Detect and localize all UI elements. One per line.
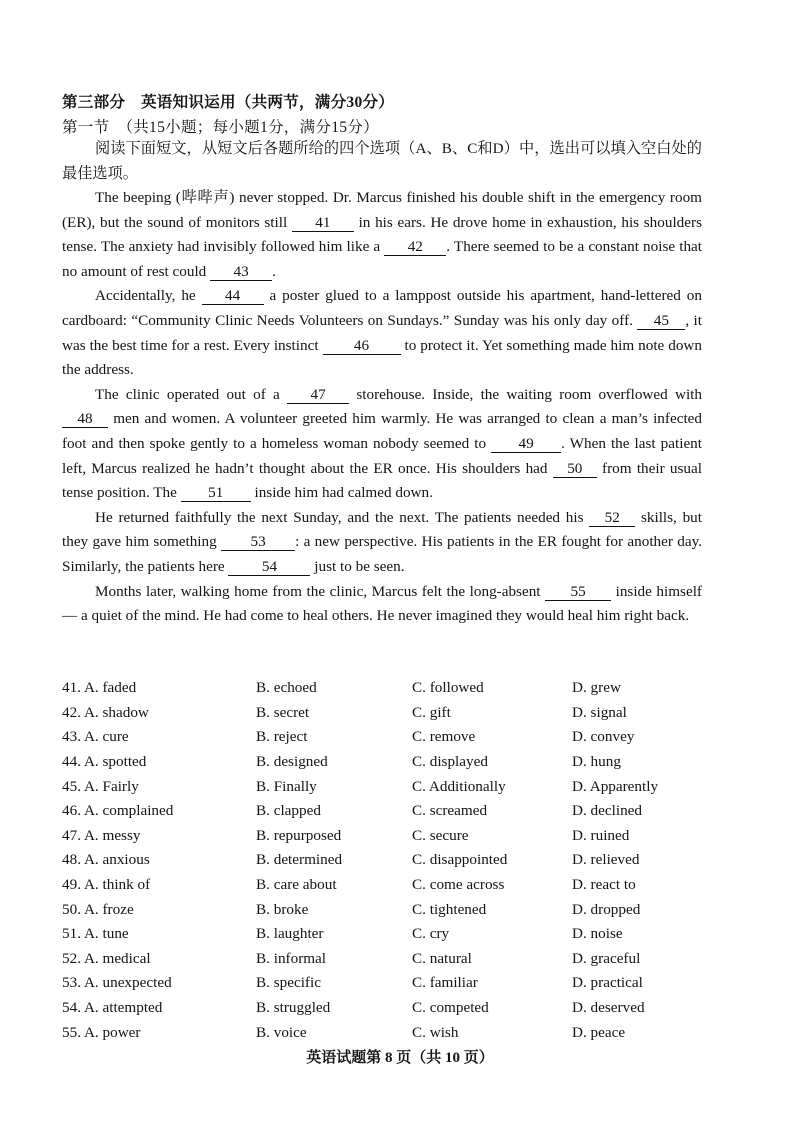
subsection-title: 第一节 （共15小题；每小题1分，满分15分）: [62, 119, 379, 136]
option-43-b: B. reject: [256, 728, 308, 746]
option-47-d: D. ruined: [572, 826, 630, 844]
option-43-a: 43. A. cure: [62, 728, 129, 746]
option-52-d: D. graceful: [572, 949, 641, 967]
option-55-c: C. wish: [412, 1023, 459, 1041]
option-48-a: 48. A. anxious: [62, 851, 150, 869]
option-52-c: C. natural: [412, 949, 472, 967]
option-49-d: D. react to: [572, 876, 636, 894]
option-48-b: B. determined: [256, 851, 343, 869]
option-43-d: D. convey: [572, 728, 635, 746]
blank-55: 55: [545, 584, 611, 601]
option-55-b: B. voice: [256, 1023, 307, 1041]
option-43-c: C. remove: [412, 728, 476, 746]
blank-45: 45: [637, 313, 685, 330]
blank-53: 53: [221, 534, 295, 551]
option-row-55: [62, 1020, 722, 1045]
option-49-a: 49. A. think of: [62, 876, 151, 894]
instructions: 阅读下面短文，从短文后各题所给的四个选项（A、B、C和D）中，选出可以填入空白处的最佳选项。: [62, 140, 702, 182]
option-46-d: D. declined: [572, 802, 643, 820]
option-row-51: [62, 922, 722, 947]
blank-43: 43: [210, 264, 272, 281]
option-42-b: B. secret: [256, 703, 310, 721]
option-44-c: C. displayed: [412, 753, 488, 771]
passage-paragraph-4: He returned faithfully the next Sunday, and the next. The patients needed his 52 skills, but they gave him something 53 : a new perspective. His patients in the ER fought for another day. Similarly, the patients here 54 just to be seen.: [62, 508, 702, 575]
option-46-c: C. screamed: [412, 802, 488, 820]
cloze-passage: [62, 186, 702, 629]
option-41-d: D. grew: [572, 679, 621, 697]
option-54-c: C. competed: [412, 999, 489, 1017]
option-50-b: B. broke: [256, 900, 309, 918]
option-row-49: [62, 873, 722, 898]
blank-51: 51: [181, 485, 251, 502]
option-54-d: D. deserved: [572, 999, 645, 1017]
option-52-a: 52. A. medical: [62, 949, 151, 967]
answer-options: [62, 676, 722, 1045]
option-41-a: 41. A. faded: [62, 679, 137, 697]
blank-46: 46: [323, 338, 401, 355]
blank-44: 44: [202, 288, 264, 305]
option-53-d: D. practical: [572, 974, 643, 992]
option-row-52: [62, 947, 722, 972]
option-55-d: D. peace: [572, 1023, 626, 1041]
option-47-a: 47. A. messy: [62, 826, 141, 844]
option-47-b: B. repurposed: [256, 826, 342, 844]
option-45-b: B. Finally: [256, 777, 317, 795]
option-54-b: B. struggled: [256, 999, 331, 1017]
passage-paragraph-2: Accidentally, he 44 a poster glued to a lamppost outside his apartment, hand-lettered on cardboard: “Community Clinic Needs Volunteers on Sundays.” Sunday was his only day off. 45 , it was the best time for a rest. Every instinct 46 to protect it. Yet something made him note down the address.: [62, 287, 702, 379]
option-45-c: C. Additionally: [412, 777, 506, 795]
option-50-a: 50. A. froze: [62, 900, 134, 918]
blank-50: 50: [553, 461, 597, 478]
blank-52: 52: [589, 510, 635, 527]
option-row-42: [62, 701, 722, 726]
option-row-48: [62, 848, 722, 873]
option-48-c: C. disappointed: [412, 851, 508, 869]
option-47-c: C. secure: [412, 826, 469, 844]
passage-paragraph-5: Months later, walking home from the clinic, Marcus felt the long-absent 55 inside himself — a quiet of the mind. He had come to heal others. He never imagined they would heal him right back.: [62, 582, 702, 625]
option-45-d: D. Apparently: [572, 777, 659, 795]
blank-47: 47: [287, 387, 349, 404]
option-51-c: C. cry: [412, 925, 450, 943]
option-row-54: [62, 996, 722, 1021]
option-52-b: B. informal: [256, 949, 327, 967]
option-row-44: [62, 750, 722, 775]
option-51-a: 51. A. tune: [62, 925, 129, 943]
option-row-46: [62, 799, 722, 824]
option-51-d: D. noise: [572, 925, 623, 943]
option-42-a: 42. A. shadow: [62, 703, 149, 721]
option-row-45: [62, 774, 722, 799]
option-row-47: [62, 824, 722, 849]
option-46-b: B. clapped: [256, 802, 321, 820]
blank-49: 49: [491, 436, 561, 453]
option-51-b: B. laughter: [256, 925, 324, 943]
option-41-c: C. followed: [412, 679, 484, 697]
blank-41: 41: [292, 215, 354, 232]
passage-paragraph-3: The clinic operated out of a 47 storehouse. Inside, the waiting room overflowed with 48 men and women. A volunteer greeted him warmly. He was arranged to clean a man’s infected foot and then spoke gently to a homeless woman nobody seemed to 49 . When the last patient left, Marcus realized he hadn’t thought about the ER once. His shoulders had 50 from their usual tense position. The 51 inside him had calmed down.: [62, 385, 703, 502]
page-footer: 英语试题第 8 页（共 10 页）: [306, 1050, 494, 1066]
blank-42: 42: [384, 239, 446, 256]
option-row-53: [62, 971, 722, 996]
option-55-a: 55. A. power: [62, 1023, 141, 1041]
option-row-41: [62, 676, 722, 701]
blank-48: 48: [62, 411, 108, 428]
option-row-43: [62, 725, 722, 750]
option-41-b: B. echoed: [256, 679, 317, 697]
option-53-c: C. familiar: [412, 974, 478, 992]
option-44-b: B. designed: [256, 753, 328, 771]
option-44-d: D. hung: [572, 753, 621, 771]
option-53-a: 53. A. unexpected: [62, 974, 172, 992]
option-48-d: D. relieved: [572, 851, 640, 869]
option-53-b: B. specific: [256, 974, 321, 992]
option-44-a: 44. A. spotted: [62, 753, 147, 771]
option-50-c: C. tightened: [412, 900, 487, 918]
option-49-c: C. come across: [412, 876, 505, 894]
section-title: 第三部分 英语知识运用（共两节，满分30分）: [62, 94, 395, 111]
option-row-50: [62, 897, 722, 922]
option-50-d: D. dropped: [572, 900, 641, 918]
option-42-c: C. gift: [412, 703, 451, 721]
passage-paragraph-1: The beeping (哔哔声) never stopped. Dr. Marcus finished his double shift in the emergency room (ER), but the sound of monitors still 41 in his ears. He drove home in exhaustion, his shoulders tense. The anxiety had invisibly followed him like a 42 . There seemed to be a constant noise that no amount of rest could 43 .: [62, 189, 702, 280]
option-42-d: D. signal: [572, 703, 627, 721]
blank-54: 54: [228, 559, 310, 576]
option-49-b: B. care about: [256, 876, 337, 894]
option-45-a: 45. A. Fairly: [62, 777, 139, 795]
option-54-a: 54. A. attempted: [62, 999, 163, 1017]
option-46-a: 46. A. complained: [62, 802, 174, 820]
